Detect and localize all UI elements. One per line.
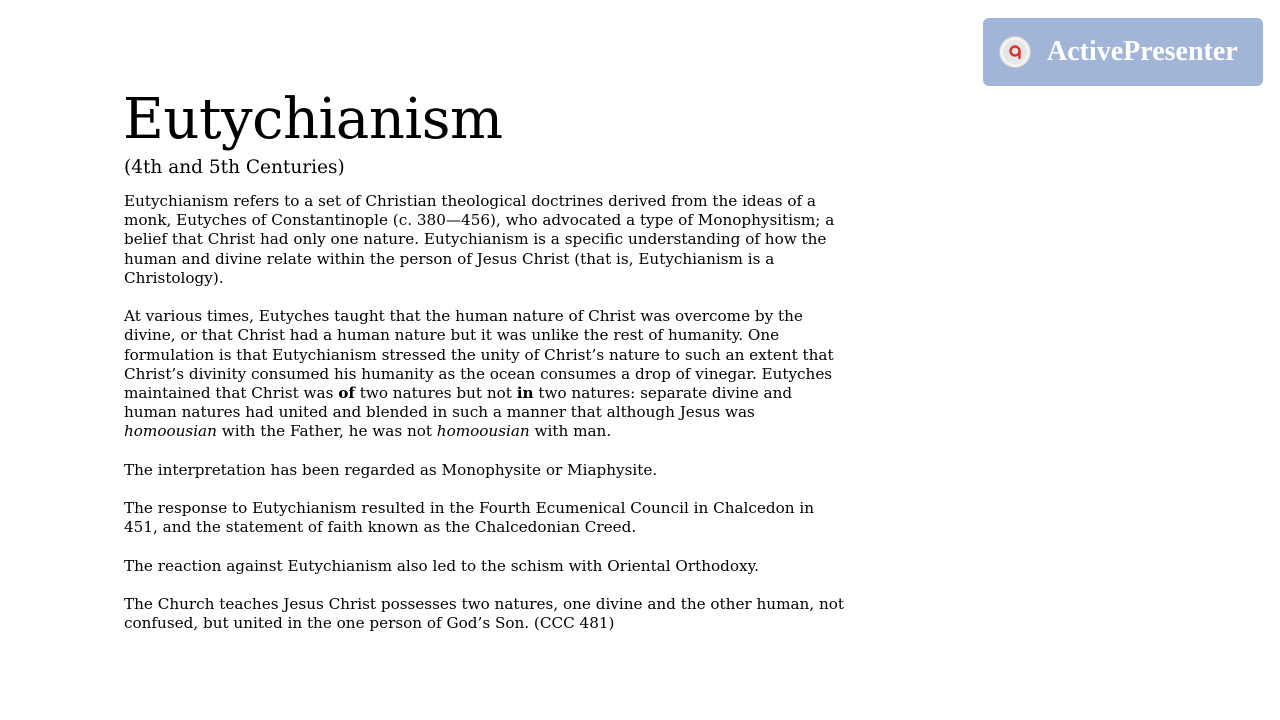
- activepresenter-watermark: [983, 18, 1263, 86]
- paragraph-church-teaching: The Church teaches Jesus Christ possesses two natures, one divine and the other human, not confused, but united in the one person of God’s Son. (CCC 481): [124, 595, 845, 633]
- text-run: two natures but not: [354, 384, 517, 403]
- paragraph-interpretation: The interpretation has been regarded as Monophysite or Miaphysite.: [124, 460, 658, 479]
- slide-body: [124, 192, 844, 653]
- paragraph-definition: Eutychianism refers to a set of Christian theological doctrines derived from the ideas of a monk, Eutyches of Constantinople (c. 380—456), who advocated a type of Monophysitism; a belief that Christ had only one nature. Eutychianism is a specific understanding of how the human and divine relate within the person of Jesus Christ (that is, Eutychianism is a Christology).: [124, 192, 835, 287]
- italic-term: homoousian: [124, 422, 217, 441]
- activepresenter-logo-icon: [999, 36, 1031, 68]
- paragraph-teaching: [124, 307, 844, 441]
- bold-word-of: of: [338, 384, 355, 403]
- paragraph-response: The response to Eutychianism resulted in the Fourth Ecumenical Council in Chalcedon in 451, and the statement of faith known as the Chalcedonian Creed.: [124, 499, 815, 537]
- bold-word-in: in: [516, 384, 534, 403]
- text-run: two natures: separate divine and human natures had united and blended in such a manner that although Jesus was: [124, 384, 793, 422]
- text-run: At various times, Eutyches taught that the human nature of Christ was overcome by the divine, or that Christ had a human nature but it was unlike the rest of humanity. One formulation is that Eutychianism stressed the unity of Christ’s nature to such an extent that Christ’s divinity consumed his humanity as the ocean consumes a drop of vinegar. Eutyches maintained that Christ was: [124, 307, 834, 403]
- paragraph-reaction: The reaction against Eutychianism also led to the schism with Oriental Orthodoxy.: [124, 556, 759, 575]
- slide-title: Eutychianism: [123, 87, 503, 152]
- slide-subtitle: (4th and 5th Centuries): [124, 157, 345, 178]
- italic-term: homoousian: [436, 422, 530, 441]
- watermark-text: ActivePresenter: [1047, 36, 1238, 67]
- text-run: with the Father, he was not: [216, 422, 437, 441]
- text-run: with man.: [529, 422, 612, 441]
